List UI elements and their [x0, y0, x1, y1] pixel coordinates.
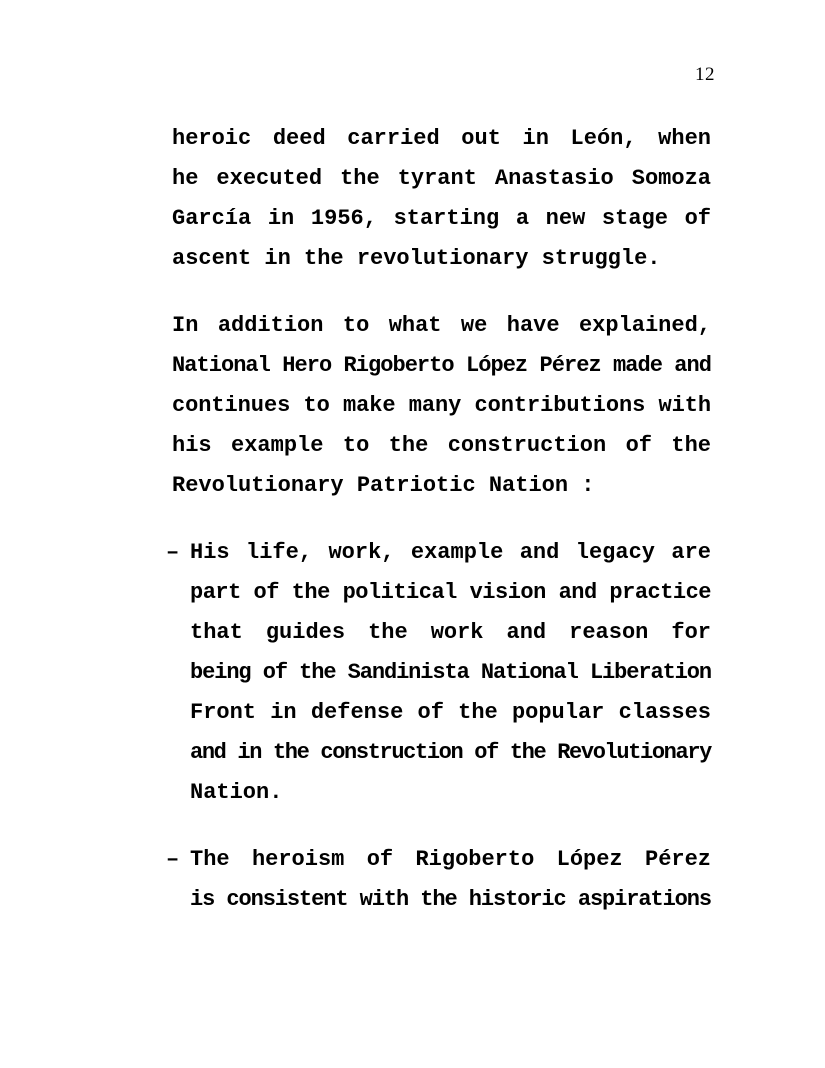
text-line: heroic deed carried out in León, when [172, 126, 711, 151]
paragraph [172, 119, 711, 279]
text-line: and in the construction of the Revolutionary [190, 740, 711, 765]
text-line: part of the political vision and practice [190, 580, 711, 605]
paragraph [172, 306, 711, 506]
text-line: The heroism of Rigoberto López Pérez [190, 847, 711, 872]
text-line: In addition to what we have explained, [172, 313, 711, 338]
bullet-item [166, 840, 711, 920]
text-line: being of the Sandinista National Liberation [190, 660, 711, 685]
text-line: is consistent with the historic aspirations [190, 887, 711, 912]
text-line: he executed the tyrant Anastasio Somoza [172, 166, 711, 191]
bullet-marker: – [166, 540, 180, 565]
text-line: Front in defense of the popular classes [190, 700, 711, 725]
bullet-marker: – [166, 847, 180, 872]
text-line: that guides the work and reason for [190, 620, 711, 645]
text-line: Nation. [190, 780, 283, 805]
document-body [166, 119, 711, 947]
text-line: continues to make many contributions with [172, 393, 711, 418]
text-line: Revolutionary Patriotic Nation : [172, 473, 595, 498]
text-line: ascent in the revolutionary struggle. [172, 246, 661, 271]
text-line: National Hero Rigoberto López Pérez made and [172, 353, 711, 378]
page-number: 12 [695, 64, 715, 85]
bullet-item [166, 533, 711, 813]
text-line: His life, work, example and legacy are [190, 540, 711, 565]
text-line: his example to the construction of the [172, 433, 711, 458]
text-line: García in 1956, starting a new stage of [172, 206, 711, 231]
